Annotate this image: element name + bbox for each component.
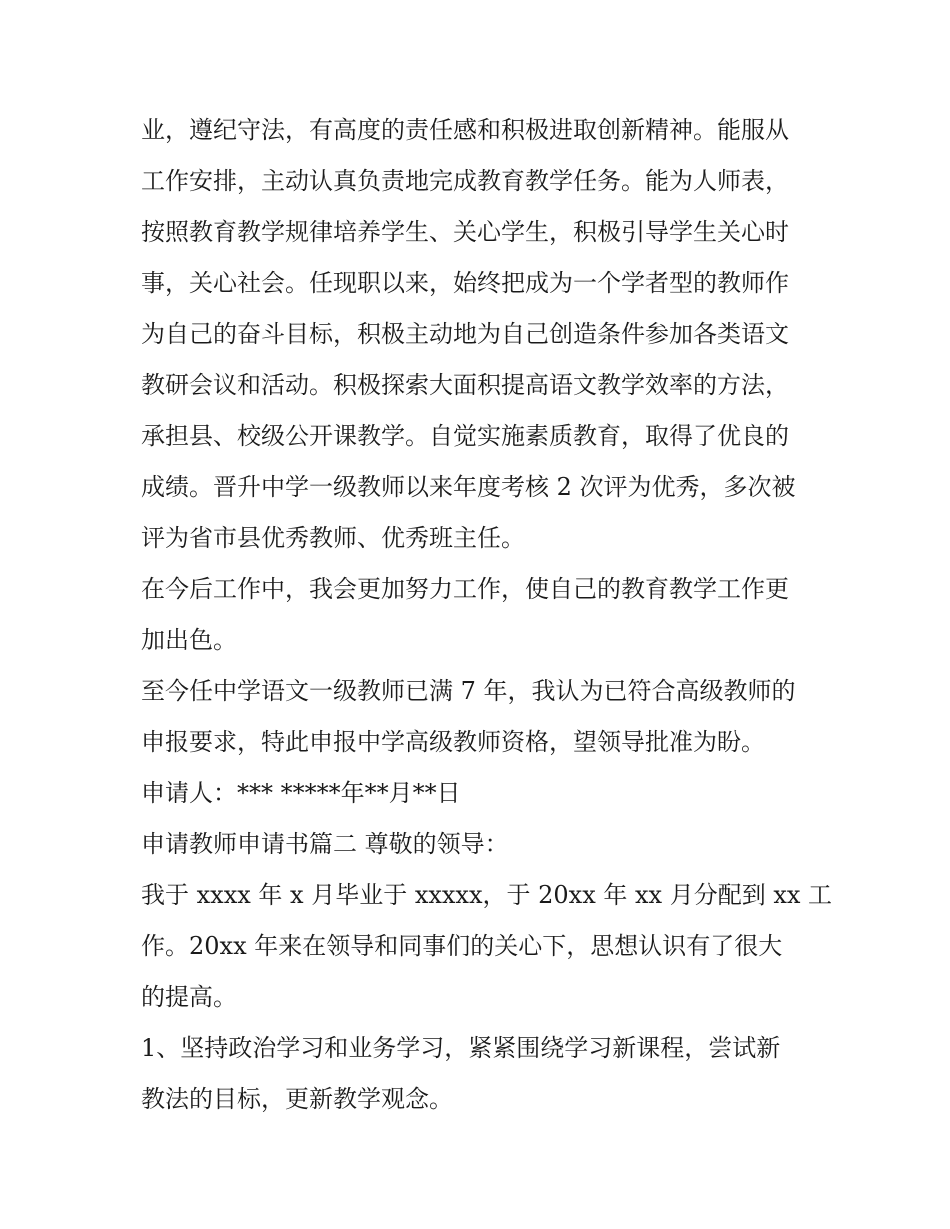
- list-item-continuation: 教法的目标，更新教学观念。: [141, 1085, 453, 1113]
- text-line: 申报要求，特此申报中学高级教师资格，望领导批准为盼。: [141, 728, 765, 756]
- text-line: 成绩。晋升中学一级教师以来年度考核 2 次评为优秀，多次被: [141, 473, 796, 501]
- text-line: 工作安排，主动认真负责地完成教育教学任务。能为人师表，: [141, 167, 789, 195]
- text-line: 至今任中学语文一级教师已满 7 年，我认为已符合高级教师的: [141, 677, 796, 705]
- document-body: [141, 105, 833, 1125]
- text-line: 承担县、校级公开课教学。自觉实施素质教育，取得了优良的: [141, 422, 789, 450]
- section-heading: 申请教师申请书篇二 尊敬的领导：: [141, 830, 509, 858]
- text-line: 业，遵纪守法，有高度的责任感和积极进取创新精神。能服从: [141, 116, 789, 144]
- text-line: 事，关心社会。任现职以来，始终把成为一个学者型的教师作: [141, 269, 789, 297]
- text-line: 加出色。: [141, 626, 237, 654]
- text-line: 我于 xxxx 年 x 月毕业于 xxxxx，于 20xx 年 xx 月分配到 xx 工: [141, 881, 833, 909]
- text-line: 的提高。: [141, 983, 237, 1011]
- list-item: 1、坚持政治学习和业务学习，紧紧围绕学习新课程，尝试新: [141, 1034, 781, 1062]
- text-line: 按照教育教学规律培养学生、关心学生，积极引导学生关心时: [141, 218, 789, 246]
- text-line: 在今后工作中，我会更加努力工作，使自己的教育教学工作更: [141, 575, 789, 603]
- text-line: 为自己的奋斗目标，积极主动地为自己创造条件参加各类语文: [141, 320, 789, 348]
- text-line: 教研会议和活动。积极探索大面积提高语文教学效率的方法，: [141, 371, 789, 399]
- text-line: 作。20xx 年来在领导和同事们的关心下，思想认识有了很大: [141, 932, 783, 960]
- signature-line: 申请人：*** *****年**月**日: [141, 779, 461, 807]
- text-line: 评为省市县优秀教师、优秀班主任。: [141, 524, 525, 552]
